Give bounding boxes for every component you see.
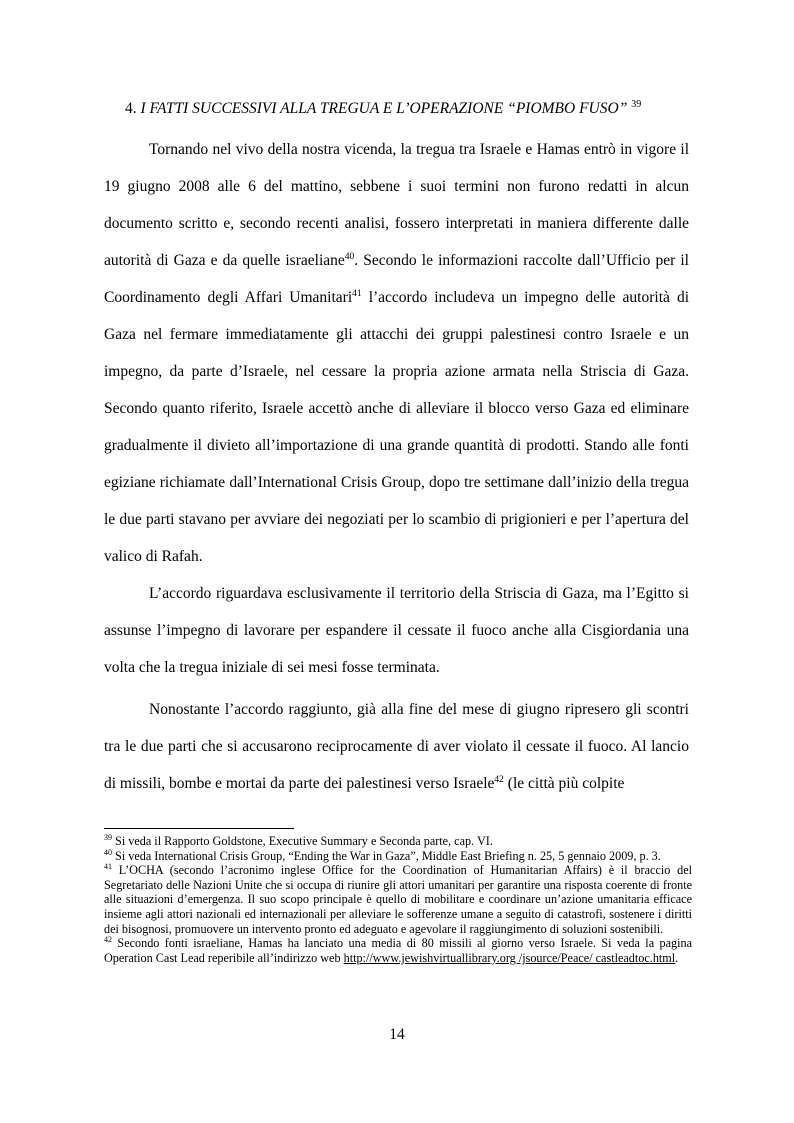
footnote-text: Si veda International Crisis Group, “Ending the War in Gaza”, Middle East Briefing n. 25, 5 gennaio 2009, p. 3.	[112, 848, 661, 863]
body-text	[104, 131, 689, 802]
paragraph-1-text-a: Tornando nel vivo della nostra vicenda, la tregua tra Israele e Hamas entrò in vigore il 19 giugno 2008 alle 6 del mattino, sebbene i suoi termini non furono redatti in alcun documento scritto e, secondo recenti analisi, fossero interpretati in maniera differente dalle autorità di Gaza e da quelle israeliane	[104, 141, 689, 269]
footnote-ref-42[interactable]: 42	[494, 774, 504, 785]
section-number: 4.	[125, 100, 137, 117]
footnote-ref-40[interactable]: 40	[344, 251, 355, 262]
page-number: 14	[389, 1026, 405, 1043]
footnote-ref-39[interactable]: 39	[631, 98, 642, 110]
section-heading	[125, 100, 641, 118]
footnote-number: 42	[104, 935, 112, 945]
footnote-text: Secondo fonti israeliane, Hamas ha lanciato una media di 80 missili al giorno verso Israele. Si veda la pagina Operation Cast Lead reperibile all’indirizzo web	[104, 936, 692, 965]
footnote-number: 39	[104, 832, 112, 842]
footnote-41	[104, 863, 692, 936]
paragraph-1	[104, 131, 689, 575]
footnote-39	[104, 834, 692, 849]
paragraph-3-text-a: Nonostante l’accordo raggiunto, già alla fine del mese di giugno ripresero gli scontri tra le due parti che si accusarono reciprocamente di aver violato il cessate il fuoco. Al lancio di missili, bombe e mortai da parte dei palestinesi verso Israele	[104, 701, 689, 792]
footnote-text: Si veda il Rapporto Goldstone, Executive Summary e Seconda parte, cap. VI.	[112, 834, 493, 848]
paragraph-3-text-b: (le città più colpite	[503, 775, 625, 792]
footnotes	[104, 834, 692, 965]
footnote-text: L’OCHA (secondo l’acronimo inglese Office for the Coordination of Humanitarian Affairs) è il braccio del Segretariato delle Nazioni Unite che si occupa di riunire gli attori umanitari per garantire una risposta coerente di fronte alle situazioni d’emergenza. Il suo scopo principale è quello di mobilitare e coordinare un’azione umanitaria efficace insieme agli attori nazionali ed internazionali per alleviare le sofferenze umane a seguito di catastrofi, sostenere i diritti dei bisognosi, promuovere un intervento pronto ed adeguato e agevolare il raggiungimento di soluzioni sostenibili.	[104, 863, 692, 936]
footnote-link[interactable]: http://www.jewishvirtuallibrary.org /jsource/Peace/ castleadtoc.html	[343, 950, 676, 965]
paragraph-1-text-c: l’accordo includeva un impegno delle autorità di Gaza nel fermare immediatamente gli attacchi dei gruppi palestinesi contro Israele e un impegno, da parte d’Israele, nel cessare la propria azione armata nella Striscia di Gaza. Secondo quanto riferito, Israele accettò anche di alleviare il blocco verso Gaza ed eliminare gradualmente il divieto all’importazione di una grande quantità di prodotti. Stando alle fonti egiziane richiamate dall’International Crisis Group, dopo tre settimane dall’inizio della tregua le due parti stavano per avviare dei negoziati per lo scambio di prigionieri e per l’apertura del valico di Rafah.	[104, 289, 689, 565]
footnote-42	[104, 936, 692, 965]
footnote-number: 40	[104, 847, 112, 857]
footnote-number: 41	[104, 862, 112, 872]
paragraph-2: L’accordo riguardava esclusivamente il territorio della Striscia di Gaza, ma l’Egitto si assunse l’impegno di lavorare per espandere il cessate il fuoco anche alla Cisgiordania una volta che la tregua iniziale di sei mesi fosse terminata.	[104, 585, 689, 676]
paragraph-1-text-b: . Secondo le informazioni raccolte dall’Ufficio per il Coordinamento degli Affari Umanitari	[104, 252, 689, 306]
footnote-text-end: .	[675, 950, 679, 965]
footnote-separator	[104, 828, 294, 829]
section-title: I FATTI SUCCESSIVI ALLA TREGUA E L’OPERAZIONE “PIOMBO FUSO”	[140, 100, 628, 117]
footnote-40	[104, 849, 692, 864]
paragraph-3	[104, 691, 689, 802]
footnote-ref-41[interactable]: 41	[352, 288, 362, 299]
